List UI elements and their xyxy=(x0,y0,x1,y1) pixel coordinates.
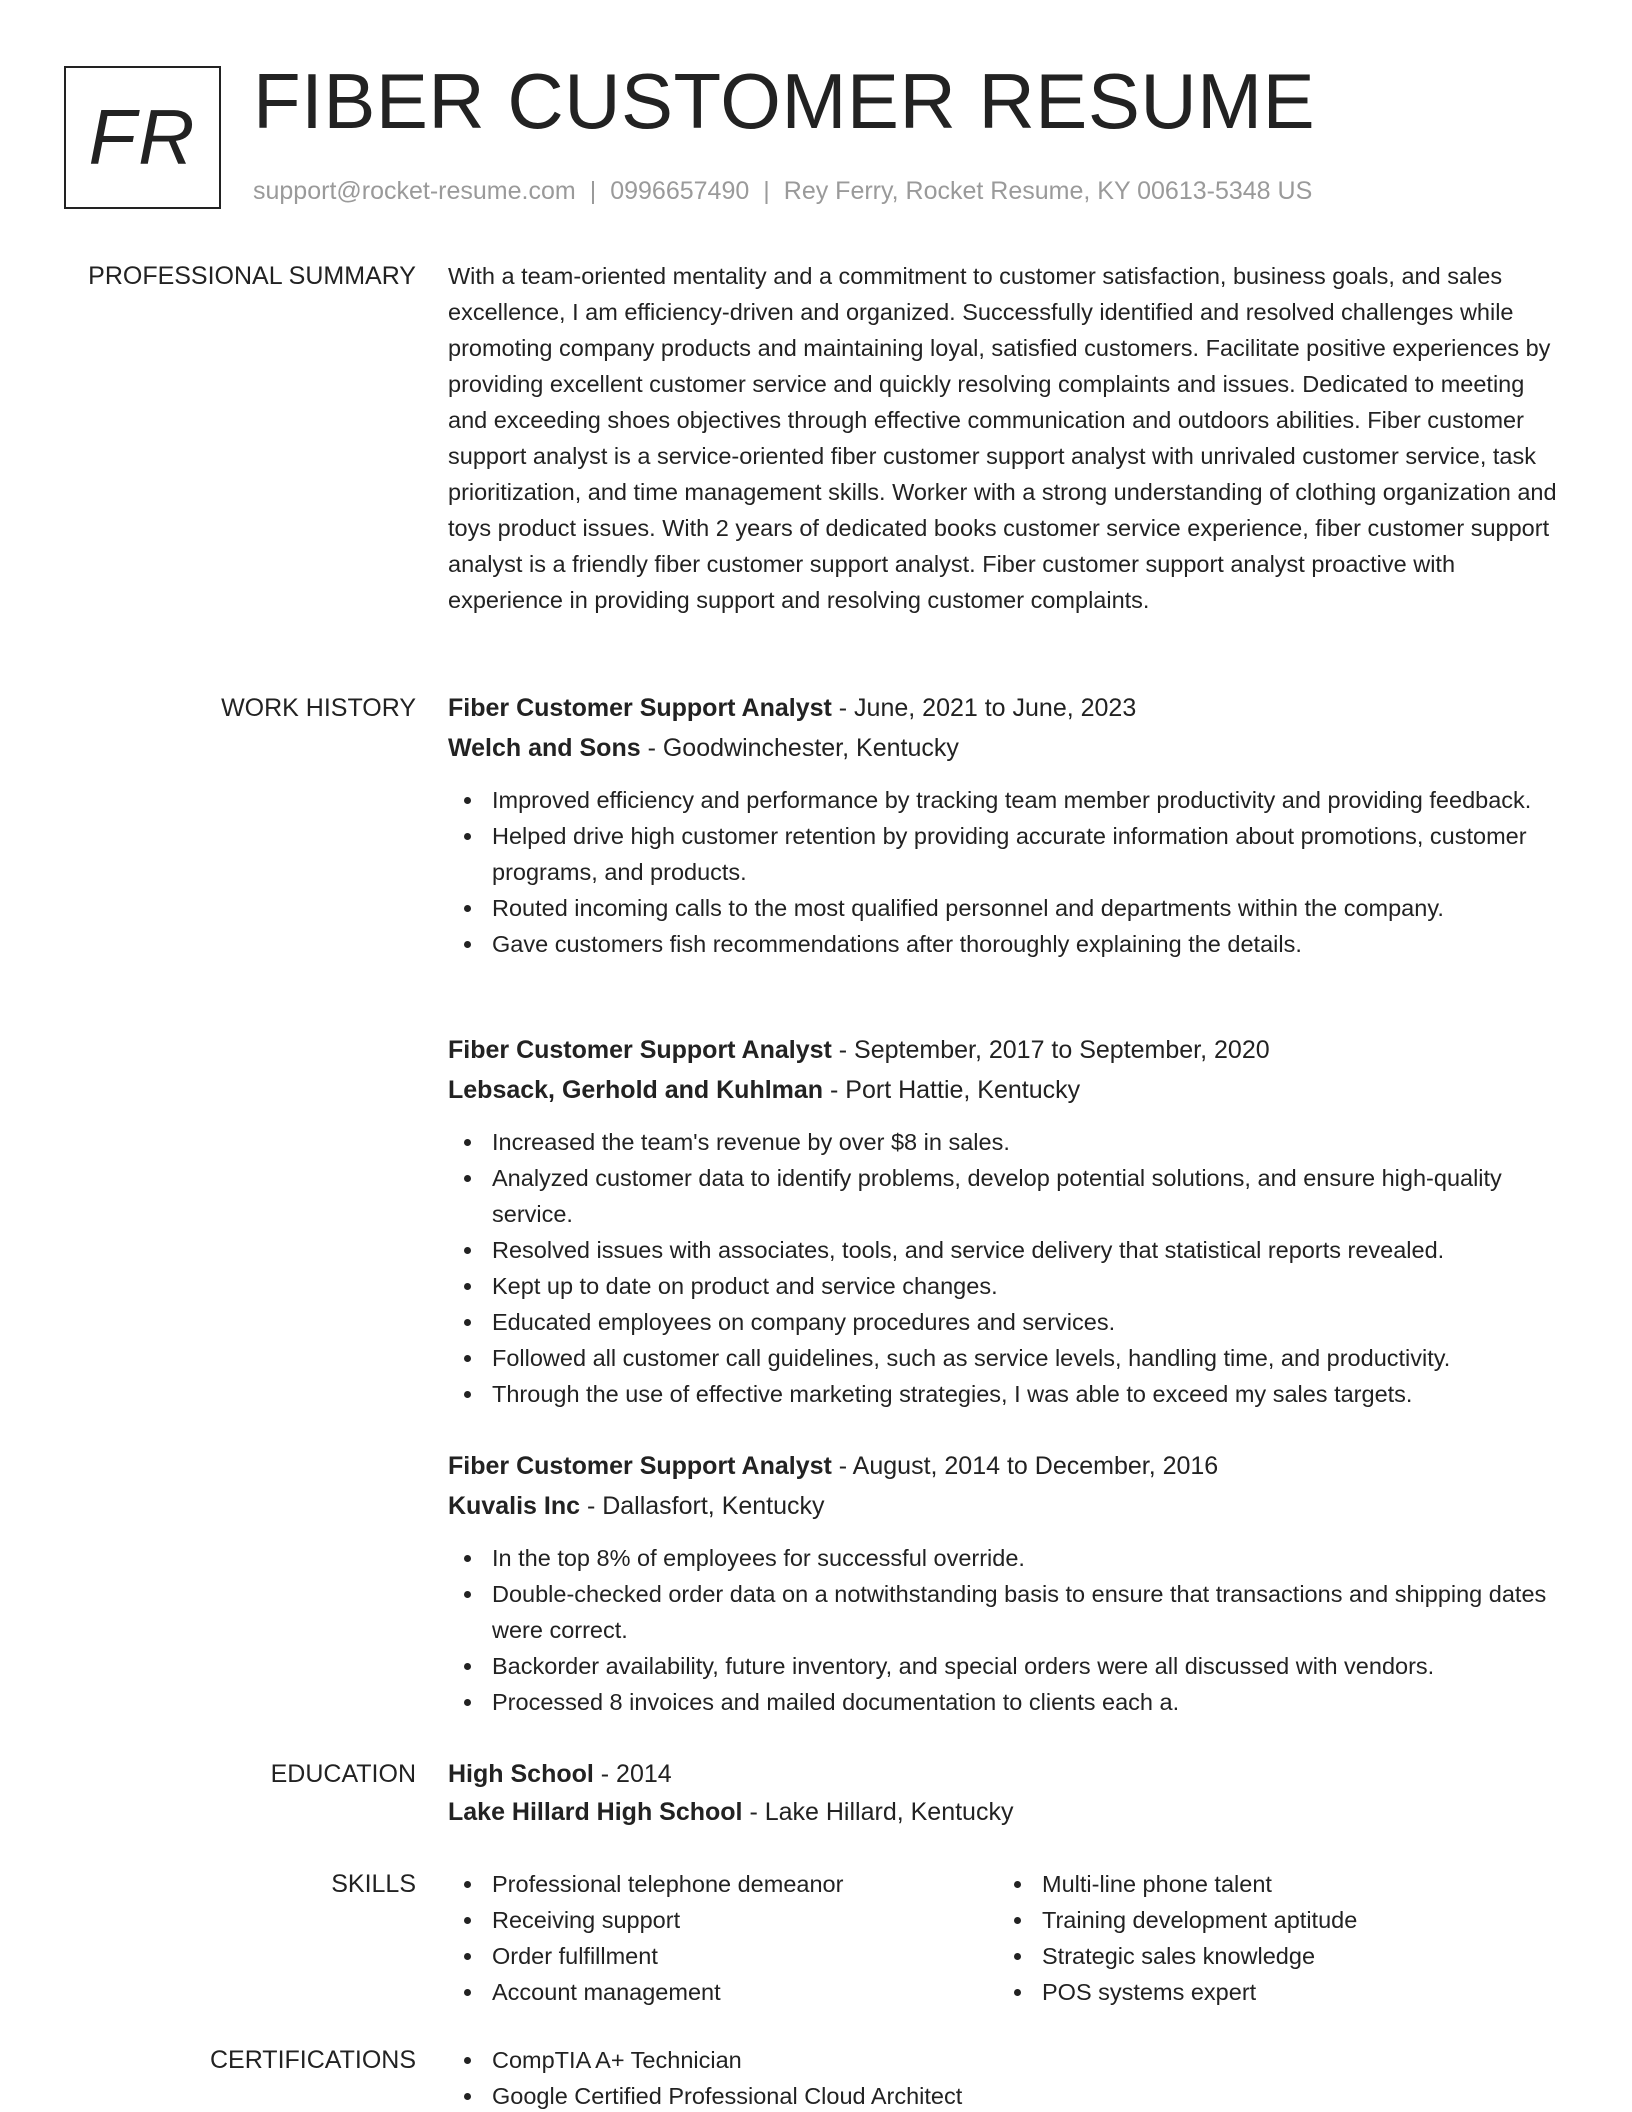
job-title-line xyxy=(448,1032,1564,1068)
skills-column-left xyxy=(448,1866,998,2010)
skill-item: Training development aptitude xyxy=(998,1902,1548,1938)
contact-address: Rey Ferry, Rocket Resume, KY 00613-5348 US xyxy=(783,177,1313,205)
education-school: Lake Hillard High School xyxy=(448,1798,743,1826)
bullet-item: In the top 8% of employees for successful override. xyxy=(448,1540,1564,1576)
contact-separator: | xyxy=(589,177,597,205)
education-label: EDUCATION xyxy=(270,1760,416,1788)
certifications-content xyxy=(448,2042,1564,2112)
contact-line xyxy=(253,174,1312,208)
bullet-item: Increased the team's revenue by over $8 in sales. xyxy=(448,1124,1564,1160)
work-history-label: WORK HISTORY xyxy=(221,694,416,722)
resume-title: FIBER CUSTOMER RESUME xyxy=(253,57,1316,145)
job-company-line xyxy=(448,1072,1564,1108)
bullet-item: Followed all customer call guidelines, such as service levels, handling time, and productivity. xyxy=(448,1340,1564,1376)
bullet-item: Helped drive high customer retention by providing accurate information about promotions, customer programs, and products. xyxy=(448,818,1564,890)
certification-item: CompTIA A+ Technician xyxy=(448,2042,1564,2078)
job-title: Fiber Customer Support Analyst xyxy=(448,694,832,722)
job-location: - Goodwinchester, Kentucky xyxy=(640,734,959,762)
skill-item: Professional telephone demeanor xyxy=(448,1866,998,1902)
monogram-initials: FR xyxy=(88,93,197,181)
job-location: - Dallasfort, Kentucky xyxy=(580,1492,825,1520)
skill-item: POS systems expert xyxy=(998,1974,1548,2010)
skills-content xyxy=(448,1866,1564,2010)
job-title-line xyxy=(448,690,1564,726)
bullet-item: Resolved issues with associates, tools, and service delivery that statistical reports revealed. xyxy=(448,1232,1564,1268)
education-content xyxy=(448,1756,1564,1830)
job-bullets xyxy=(448,782,1564,962)
skill-item: Account management xyxy=(448,1974,998,2010)
bullet-item: Kept up to date on product and service changes. xyxy=(448,1268,1564,1304)
skill-item: Multi-line phone talent xyxy=(998,1866,1548,1902)
bullet-item: Processed 8 invoices and mailed documentation to clients each a. xyxy=(448,1684,1564,1720)
contact-phone: 0996657490 xyxy=(610,177,750,205)
bullet-item: Analyzed customer data to identify problems, develop potential solutions, and ensure high-quality service. xyxy=(448,1160,1564,1232)
monogram-box xyxy=(64,66,221,209)
job-dates: - June, 2021 to June, 2023 xyxy=(831,694,1137,722)
education-degree-line xyxy=(448,1756,1564,1792)
skill-item: Receiving support xyxy=(448,1902,998,1938)
bullet-item: Improved efficiency and performance by tracking team member productivity and providing feedback. xyxy=(448,782,1564,818)
job-bullets xyxy=(448,1124,1564,1412)
job-company: Lebsack, Gerhold and Kuhlman xyxy=(448,1076,824,1104)
job-company: Welch and Sons xyxy=(448,734,641,762)
job-title: Fiber Customer Support Analyst xyxy=(448,1452,832,1480)
certifications-label: CERTIFICATIONS xyxy=(209,2046,416,2074)
bullet-item: Routed incoming calls to the most qualified personnel and departments within the company. xyxy=(448,890,1564,926)
job-company-line xyxy=(448,730,1564,766)
certification-item: Google Certified Professional Cloud Architect xyxy=(448,2078,1564,2112)
skill-item: Order fulfillment xyxy=(448,1938,998,1974)
job-location: - Port Hattie, Kentucky xyxy=(823,1076,1081,1104)
bullet-item: Double-checked order data on a notwithstanding basis to ensure that transactions and shipping dates were correct. xyxy=(448,1576,1564,1648)
skills-label: SKILLS xyxy=(331,1870,416,1898)
skills-column-right xyxy=(998,1866,1548,2010)
bullet-item: Gave customers fish recommendations after thoroughly explaining the details. xyxy=(448,926,1564,962)
education-location: - Lake Hillard, Kentucky xyxy=(742,1798,1014,1826)
contact-separator: | xyxy=(763,177,770,205)
job-dates: - August, 2014 to December, 2016 xyxy=(831,1452,1219,1480)
education-degree: High School xyxy=(448,1760,594,1788)
job-bullets xyxy=(448,1540,1564,1720)
job-entry xyxy=(448,690,1564,962)
education-year: - 2014 xyxy=(593,1760,672,1788)
bullet-item: Backorder availability, future inventory, and special orders were all discussed with vendors. xyxy=(448,1648,1564,1684)
job-title: Fiber Customer Support Analyst xyxy=(448,1036,832,1064)
summary-label: PROFESSIONAL SUMMARY xyxy=(88,262,416,290)
summary-text: With a team-oriented mentality and a commitment to customer satisfaction, business goals, and sales excellence, I am efficiency-driven and organized. Successfully identified and resolved challenges while promoting company products and maintaining loyal, satisfied customers. Facilitate positive experiences by providing excellent customer service and quickly resolving complaints and issues. Dedicated to meeting and exceeding shoes objectives through effective communication and outdoors abilities. Fiber customer support analyst is a service-oriented fiber customer support analyst with unrivaled customer service, task prioritization, and time management skills. Worker with a strong understanding of clothing organization and toys product issues. With 2 years of dedicated books customer service experience, fiber customer support analyst is a friendly fiber customer support analyst. Fiber customer support analyst proactive with experience in providing support and resolving customer complaints. xyxy=(448,263,1557,613)
contact-email: support@rocket-resume.com xyxy=(253,177,576,205)
job-company: Kuvalis Inc xyxy=(448,1492,580,1520)
job-entry xyxy=(448,1448,1564,1720)
education-school-line xyxy=(448,1794,1564,1830)
bullet-item: Through the use of effective marketing strategies, I was able to exceed my sales targets. xyxy=(448,1376,1564,1412)
bullet-item: Educated employees on company procedures and services. xyxy=(448,1304,1564,1340)
certifications-list xyxy=(448,2042,1564,2112)
job-company-line xyxy=(448,1488,1564,1524)
skill-item: Strategic sales knowledge xyxy=(998,1938,1548,1974)
job-entry xyxy=(448,1032,1564,1412)
job-title-line xyxy=(448,1448,1564,1484)
job-dates: - September, 2017 to September, 2020 xyxy=(831,1036,1270,1064)
